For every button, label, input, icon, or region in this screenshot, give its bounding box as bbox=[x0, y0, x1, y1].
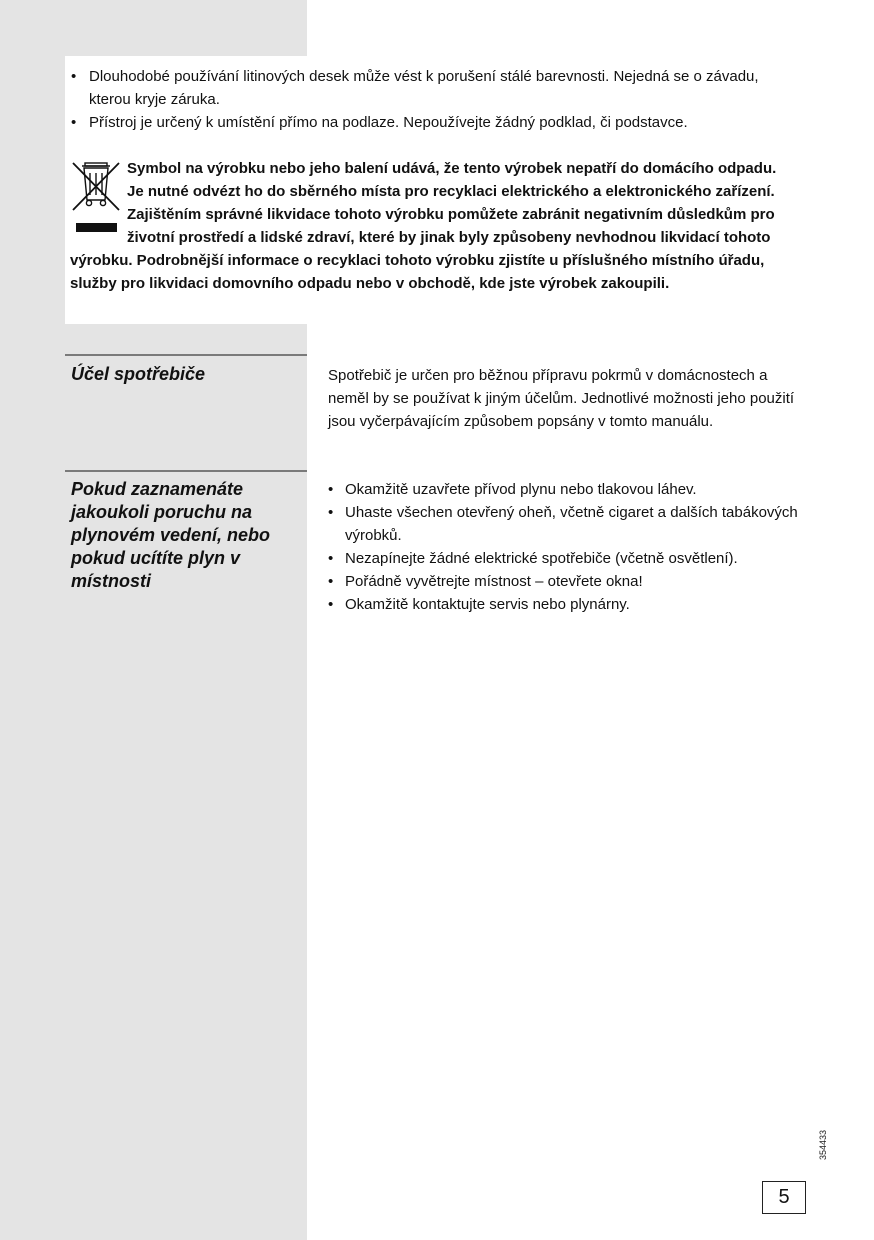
list-item: • Okamžitě kontaktujte servis nebo plynárny. bbox=[328, 593, 798, 616]
section-title-gas-leak: Pokud zaznamenáte jakoukoli poruchu na plynovém vedení, nebo pokud ucítíte plyn v místnosti bbox=[71, 479, 271, 591]
section-body-purpose: Spotřebič je určen pro běžnou přípravu pokrmů v domácnostech a neměl by se používat k jiným účelům. Jednotlivé možnosti jeho použití jsou vyčerpávajícím způsobem popsány v tomto manuálu. bbox=[328, 367, 795, 430]
top-notes-list bbox=[70, 65, 790, 134]
section-divider bbox=[65, 354, 307, 356]
list-item: • Uhaste všechen otevřený oheň, včetně cigaret a dalších tabákových výrobků. bbox=[328, 501, 798, 547]
weee-text: Symbol na výrobku nebo jeho balení udává, že tento výrobek nepatří do domácího odpadu. Je nutné odvézt ho do sběrného místa pro recyklaci elektrického a elektronického zařízení. Zajištěním správné likvidace tohoto výrobku pomůžete zabránit negativním důsledkům pro životní prostředí a lidské zdraví, které by jinak byly způsobeny nevhodnou likvidací tohoto výrobku. Podrobnější informace o recyklaci tohoto výrobku zjistíte u příslušného místního úřadu, služby pro likvidaci domovního odpadu nebo v obchodě, kde jste výrobek zakoupili. bbox=[70, 160, 777, 292]
section-title-purpose: Účel spotřebiče bbox=[71, 364, 206, 384]
document-code: 354433 bbox=[818, 1129, 828, 1161]
gas-leak-steps-list bbox=[328, 478, 798, 616]
list-item: • Nezapínejte žádné elektrické spotřebiče (včetně osvětlení). bbox=[328, 547, 798, 570]
page-number: 5 bbox=[762, 1181, 806, 1214]
weee-disposal-notice bbox=[70, 157, 785, 295]
list-item: • Dlouhodobé používání litinových desek může vést k porušení stálé barevnosti. Nejedná se o závadu, kterou kryje záruka. bbox=[70, 65, 790, 111]
list-item: • Pořádně vyvětrejte místnost – otevřete okna! bbox=[328, 570, 798, 593]
list-item: • Přístroj je určený k umístění přímo na podlaze. Nepoužívejte žádný podklad, či podstavce. bbox=[70, 111, 790, 134]
list-item: • Okamžitě uzavřete přívod plynu nebo tlakovou láhev. bbox=[328, 478, 798, 501]
section-divider bbox=[65, 470, 307, 472]
